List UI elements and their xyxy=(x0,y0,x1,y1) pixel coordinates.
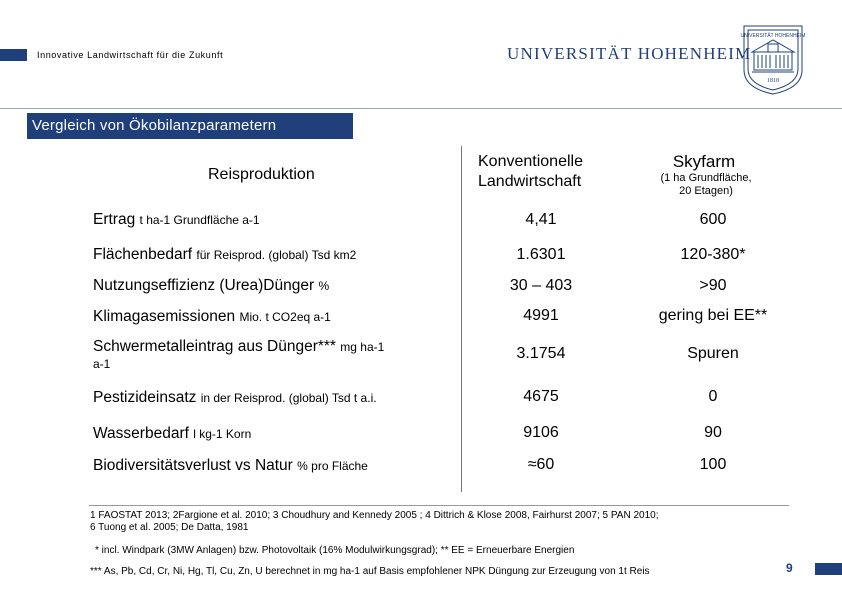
table-row-label xyxy=(93,457,368,475)
header-conventional-line2: Landwirtschaft xyxy=(478,173,582,190)
value-conventional: 4991 xyxy=(523,307,559,324)
footnote-note-1: * incl. Windpark (3MW Anlagen) bzw. Photovoltaik (16% Modulwirkungsgrad); ** EE = Erneuerbare Energien xyxy=(95,545,575,556)
value-skyfarm: 0 xyxy=(708,388,718,405)
row-unit: mg ha-1 xyxy=(340,340,385,354)
row-unit: für Reisprod. (global) Tsd km2 xyxy=(196,248,357,262)
header-conventional xyxy=(478,152,583,192)
table-row-label xyxy=(93,277,329,295)
row-unit: in der Reisprod. (global) Tsd t a.i. xyxy=(200,391,377,405)
row-unit: l kg-1 Korn xyxy=(193,427,252,441)
row-name: Biodiversitätsverlust vs Natur xyxy=(93,457,293,474)
value-conventional: ≈60 xyxy=(527,456,555,473)
header-skyfarm: Skyfarm xyxy=(672,152,736,171)
table-row-label xyxy=(93,425,251,443)
table-row-label xyxy=(93,211,260,229)
table-row-label xyxy=(93,389,377,407)
footnote-divider xyxy=(89,505,789,506)
value-conventional: 4,41 xyxy=(525,211,557,228)
row-name: Nutzungseffizienz (Urea)Dünger xyxy=(93,277,315,294)
row-name: Klimagasemissionen xyxy=(93,308,236,325)
value-skyfarm: Spuren xyxy=(687,345,739,362)
row-name: Wasserbedarf xyxy=(93,425,189,442)
row-unit: % pro Fläche xyxy=(297,459,368,473)
value-skyfarm: 120-380* xyxy=(680,246,746,263)
university-seal-logo xyxy=(740,22,806,96)
row-name: Ertrag xyxy=(93,211,136,228)
value-conventional: 1.6301 xyxy=(516,246,566,263)
table-row-label xyxy=(93,338,384,373)
header-conventional-line1: Konventionelle xyxy=(478,153,583,170)
row-unit-continued: a-1 xyxy=(93,357,111,371)
value-conventional: 30 – 403 xyxy=(509,277,573,294)
row-name: Flächenbedarf xyxy=(93,246,193,263)
header-skyfarm-subtitle xyxy=(648,172,764,198)
skyfarm-subtitle-line1: (1 ha Grundfläche, xyxy=(660,172,752,184)
table-row-label xyxy=(93,308,331,326)
value-conventional: 9106 xyxy=(523,424,559,441)
row-unit: Mio. t CO2eq a-1 xyxy=(239,310,331,324)
row-unit: % xyxy=(318,279,330,293)
value-skyfarm: >90 xyxy=(699,277,727,294)
row-unit: t ha-1 Grundfläche a-1 xyxy=(139,213,260,227)
header-divider xyxy=(0,108,842,109)
value-skyfarm: 90 xyxy=(704,424,722,441)
row-name: Schwermetalleintrag aus Dünger*** xyxy=(93,338,336,355)
footnote-sources xyxy=(90,510,659,534)
table-row-label xyxy=(93,246,356,264)
row-name: Pestizideinsatz xyxy=(93,389,197,406)
value-skyfarm: 100 xyxy=(699,456,727,473)
header-tagline: Innovative Landwirtschaft für die Zukunft xyxy=(37,50,224,60)
footnote-sources-line1: 1 FAOSTAT 2013; 2Fargione et al. 2010; 3 Choudhury and Kennedy 2005 ; 4 Dittrich & Klose 2008, Fairhurst 2007; 5 PAN 2010; xyxy=(90,510,659,521)
footer-accent-bar xyxy=(815,563,842,575)
seal-year: 1818 xyxy=(767,78,779,84)
header-accent-bar xyxy=(0,49,27,61)
seal-text: UNIVERSITÄT HOHENHEIM xyxy=(740,33,806,39)
value-conventional: 4675 xyxy=(523,388,559,405)
footnote-note-2: *** As, Pb, Cd, Cr, Ni, Hg, Tl, Cu, Zn, U berechnet in mg ha-1 auf Basis empfohlener NPK Düngung zur Erzeugung von 1t Reis xyxy=(90,566,650,577)
column-divider xyxy=(461,146,462,492)
footnote-sources-line2: 6 Tuong et al. 2005; De Datta, 1981 xyxy=(90,522,249,533)
skyfarm-subtitle-line2: 20 Etagen) xyxy=(679,185,733,197)
university-name: UNIVERSITÄT HOHENHEIM xyxy=(507,44,752,63)
slide-title: Vergleich von Ökobilanzparametern xyxy=(27,113,353,139)
header-rice-production: Reisproduktion xyxy=(208,166,315,183)
value-skyfarm: gering bei EE** xyxy=(658,307,768,324)
value-skyfarm: 600 xyxy=(699,211,727,228)
value-conventional: 3.1754 xyxy=(516,345,566,362)
page-number: 9 xyxy=(786,561,793,575)
